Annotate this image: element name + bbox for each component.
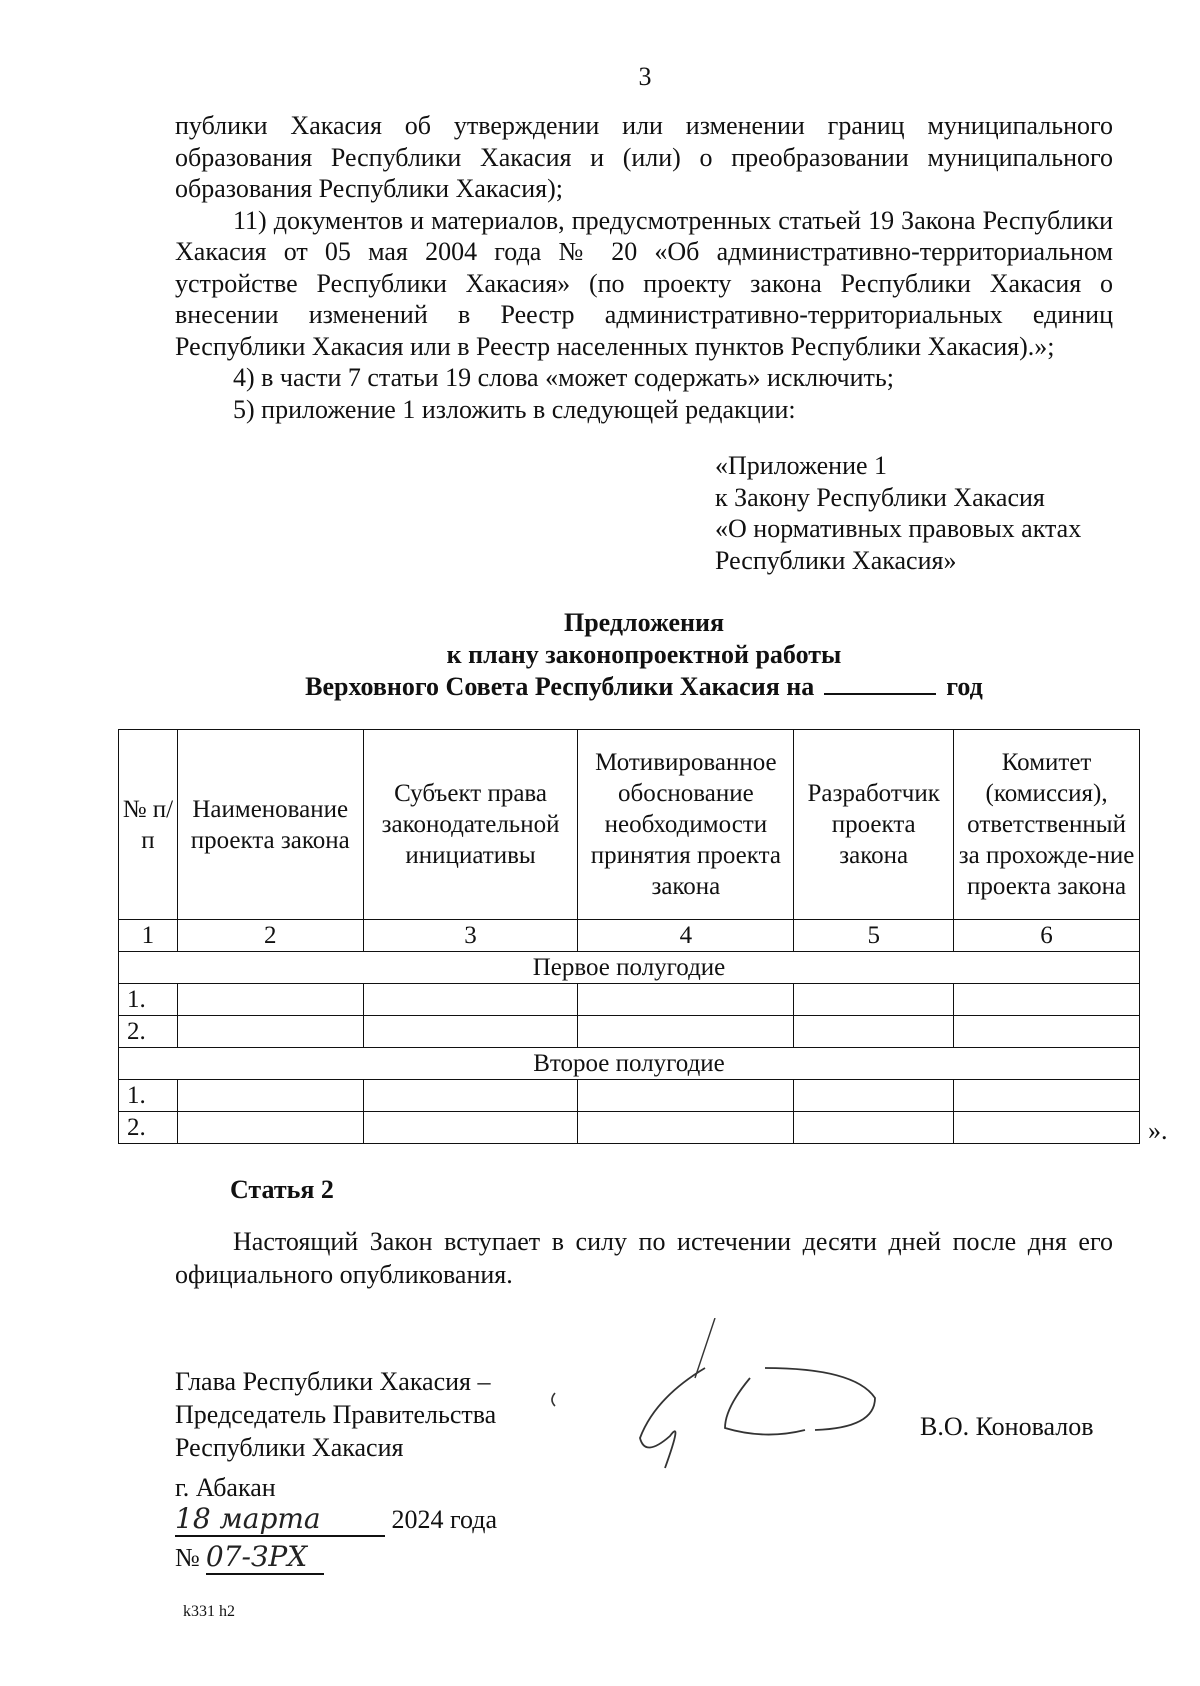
paragraph-1: публики Хакасия об утверждении или изменении границ муниципального образования Республики Хакасия и (или) о преобразовании муниципального образования Республики Хакасия); (175, 111, 1113, 203)
year-blank (824, 671, 936, 695)
table-cell (363, 984, 578, 1016)
table-row (119, 1016, 1140, 1048)
row-number: 1. (119, 1080, 178, 1112)
heading-line-1: Предложения (563, 608, 725, 637)
section-title: Первое полугодие (119, 952, 1140, 984)
heading-line-2: к плану законопроектной работы (446, 640, 842, 669)
appendix-line-1: «Приложение 1 (715, 451, 888, 480)
heading-line-3 (175, 671, 1113, 703)
page-number: 3 (638, 62, 652, 91)
handwritten-number: 07-ЗРХ (206, 1540, 324, 1575)
main-text (175, 110, 1113, 425)
signatory-title (175, 1365, 496, 1464)
signatory-line-1: Глава Республики Хакасия – (175, 1367, 491, 1396)
table-cell (578, 1112, 794, 1144)
table-cell (954, 1016, 1140, 1048)
paragraph-3: 4) в части 7 статьи 19 слова «может содержать» исключить; (233, 363, 894, 392)
section-row (119, 1048, 1140, 1080)
paragraph-2: 11) документов и материалов, предусмотренных статьей 19 Закона Республики Хакасия от 05 мая 2004 года № 20 «Об административно-территориальном устройстве Республики Хакасия» (по проекту закона Республики Хакасия о внесении изменений в Реестр административно-территориальных единиц Республики Хакасия или в Реестр населенных пунктов Республики Хакасия).»; (175, 205, 1113, 361)
table-cell (177, 1112, 363, 1144)
header-cell: Наименование проекта закона (177, 730, 363, 920)
section-row (119, 952, 1140, 984)
table-cell (954, 1080, 1140, 1112)
column-number-row (119, 920, 1140, 952)
appendix-line-2: к Закону Республики Хакасия (715, 482, 1045, 512)
header-cell: Субъект права законодательной инициативы (363, 730, 578, 920)
section-title: Второе полугодие (119, 1048, 1140, 1080)
column-number: 1 (119, 920, 178, 952)
signatory-line-2: Председатель Правительства (175, 1400, 497, 1429)
header-cell: Разработчик проекта закона (794, 730, 954, 920)
column-number: 3 (363, 920, 578, 952)
date-suffix: 2024 года (391, 1505, 498, 1534)
table-heading (175, 607, 1113, 703)
column-number: 2 (177, 920, 363, 952)
table-row (119, 1080, 1140, 1112)
table-cell (363, 1080, 578, 1112)
table-cell (794, 1016, 954, 1048)
header-cell: Мотивированное обоснование необходимости принятия проекта закона (578, 730, 794, 920)
table-cell (794, 984, 954, 1016)
paragraph-4: 5) приложение 1 изложить в следующей редакции: (233, 394, 796, 424)
signatory-name: В.О. Коновалов (920, 1412, 1094, 1441)
table-cell (177, 984, 363, 1016)
plan-table (118, 729, 1140, 1144)
column-number: 6 (954, 920, 1140, 952)
handwritten-date: 18 марта (175, 1502, 385, 1537)
table-header-row (119, 730, 1140, 920)
appendix-reference (715, 450, 1081, 576)
article-title: Статья 2 (230, 1175, 334, 1204)
column-number: 4 (578, 920, 794, 952)
document-code: k331 h2 (183, 1603, 235, 1620)
row-number: 1. (119, 984, 178, 1016)
heading-line-3-suffix: год (946, 672, 983, 701)
header-cell: Комитет (комиссия), ответственный за прохожде-ние проекта закона (954, 730, 1140, 920)
signature-mark (545, 1318, 905, 1478)
table-cell (794, 1112, 954, 1144)
row-number: 2. (119, 1016, 178, 1048)
table-row (119, 984, 1140, 1016)
signatory-line-3: Республики Хакасия (175, 1433, 404, 1462)
law-number (175, 1540, 324, 1575)
table-cell (954, 1112, 1140, 1144)
table-cell (177, 1080, 363, 1112)
place: г. Абакан (175, 1473, 276, 1502)
table-cell (177, 1016, 363, 1048)
appendix-line-3: «О нормативных правовых актах (715, 514, 1082, 543)
table-cell (954, 984, 1140, 1016)
table-row (119, 1112, 1140, 1144)
table-cell (363, 1112, 578, 1144)
table-cell (578, 984, 794, 1016)
header-cell: № п/п (119, 730, 178, 920)
number-prefix: № (175, 1543, 200, 1572)
heading-line-3-prefix: Верховного Совета Республики Хакасия на (305, 672, 815, 701)
table-cell (578, 1016, 794, 1048)
row-number: 2. (119, 1112, 178, 1144)
table-cell (794, 1080, 954, 1112)
table-cell (578, 1080, 794, 1112)
column-number: 5 (794, 920, 954, 952)
closing-quote: ». (1148, 1116, 1168, 1145)
appendix-line-4: Республики Хакасия» (715, 545, 957, 575)
signing-date (175, 1502, 497, 1542)
article-paragraph: Настоящий Закон вступает в силу по истечении десяти дней после дня его официального опубликования. (175, 1227, 1113, 1289)
article-text (175, 1225, 1113, 1291)
table-cell (363, 1016, 578, 1048)
